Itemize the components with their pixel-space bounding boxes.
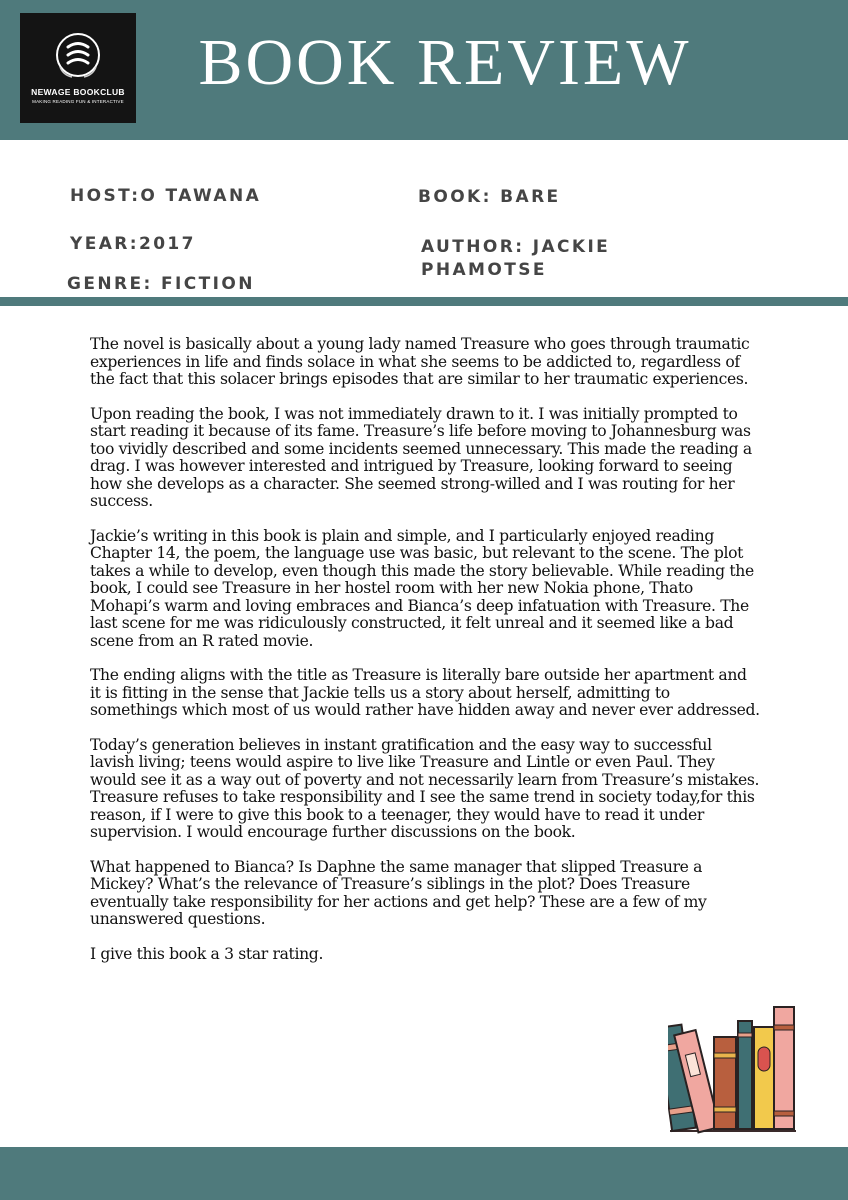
bookclub-name: NEWAGE BOOKCLUB: [31, 87, 125, 97]
host-label: HOST:O TAWANA: [70, 186, 262, 206]
review-rating: I give this book a 3 star rating.: [90, 944, 324, 963]
review-paragraph: What happened to Bianca? Is Daphne the same manager that slipped Treasure a Mickey? What’s the relevance of Treasure’s siblings in the plot? Does Treasure eventually take responsibility for her actions and get help? These are a few of my unanswered questions.: [90, 857, 707, 928]
author-line-1: AUTHOR: JACKIE: [421, 237, 611, 257]
author-line-2: PHAMOTSE: [421, 259, 547, 280]
review-paragraph: Today’s generation believes in instant gratification and the easy way to successful lavish living; teens would aspire to live like Treasure and Lintle or even Paul. They would see it as a way out of poverty and not necessarily learn from Treasure’s mistakes. Treasure refuses to take responsibility and I see the same trend in society today,for this reason, if I were to give this book to a teenager, they would have to read it under supervision. I would encourage further discussions on the book.: [90, 735, 760, 841]
book-label: BOOK: BARE: [418, 187, 561, 207]
genre-label: GENRE: FICTION: [67, 274, 255, 294]
review-paragraph: The ending aligns with the title as Treasure is literally bare outside her apartment and it is fitting in the sense that Jackie tells us a story about herself, admitting to somethings which most of us would rather have hidden away and never ever addressed.: [90, 666, 760, 719]
bookclub-logo-icon: [53, 31, 103, 81]
page-title: BOOK REVIEW: [198, 26, 692, 99]
author-label: [421, 236, 610, 282]
review-paragraph: Jackie’s writing in this book is plain and simple, and I particularly enjoyed reading Chapter 14, the poem, the language use was basic, but relevant to the scene. The plot takes a while to develop, even though this made the story believable. While reading the book, I could see Treasure in her hostel room with her new Nokia phone, Thato Mohapi’s warm and loving embraces and Bianca’s deep infatuation with Treasure. The last scene for me was ridiculously constructed, it felt unreal and it seemed like a bad scene from an R rated movie.: [90, 526, 754, 650]
year-label: YEAR:2017: [70, 234, 196, 254]
review-paragraph: Upon reading the book, I was not immediately drawn to it. I was initially prompted to start reading it because of its fame. Treasure’s life before moving to Johannesburg was too vividly described and some incidents seemed unnecessary. This made the reading a drag. I was however interested and intrigued by Treasure, looking forward to seeing how she develops as a character. She seemed strong-willed and I was routing for her success.: [90, 404, 752, 510]
footer-band: [0, 1147, 848, 1200]
stacked-books-icon: [668, 1003, 798, 1135]
section-divider: [0, 297, 848, 306]
review-paragraph: The novel is basically about a young lady named Treasure who goes through traumatic experiences in life and finds solace in what she seems to be addicted to, regardless of the fact that this solacer brings episodes that are similar to her traumatic experiences.: [90, 335, 750, 388]
bookclub-tagline: MAKING READING FUN & INTERACTIVE: [32, 99, 124, 104]
review-body: [90, 336, 760, 980]
header-band: [0, 0, 848, 140]
bookclub-logo: [20, 13, 136, 123]
